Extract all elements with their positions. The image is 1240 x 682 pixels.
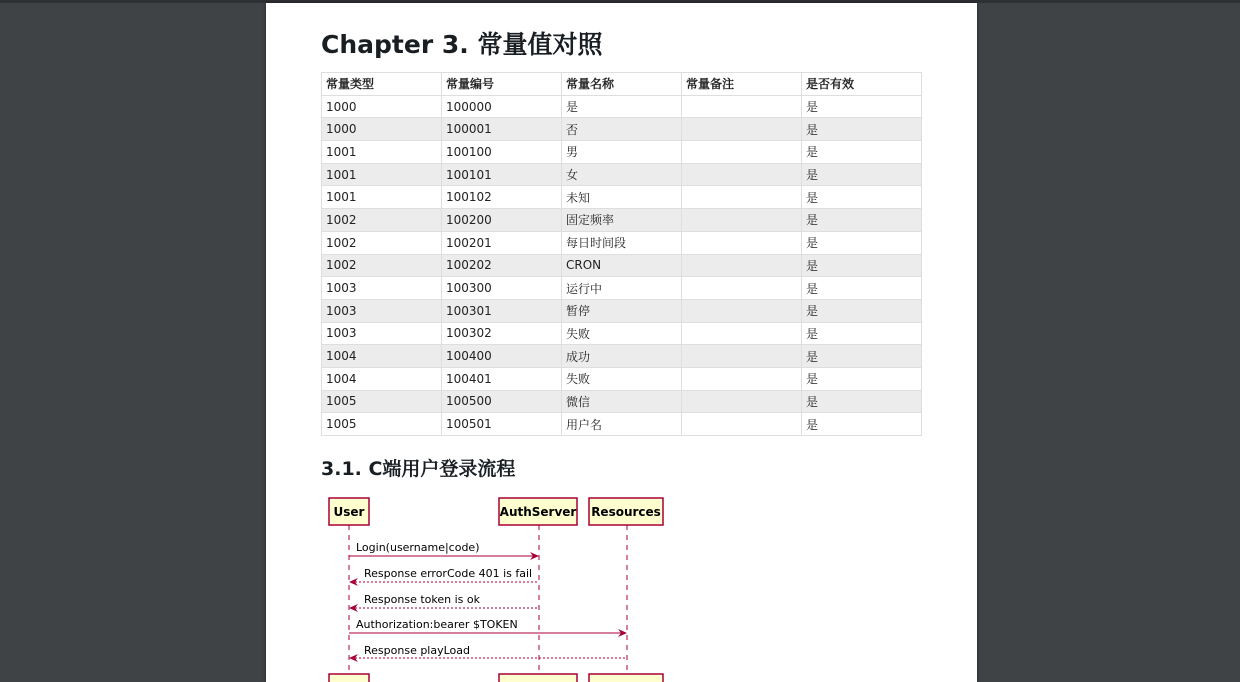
cell-constant-code: 100302 [442,322,562,345]
cell-constant-remark [682,186,802,209]
cell-is-valid: 是 [802,141,922,164]
cell-constant-code: 100102 [442,186,562,209]
message-payload-response [349,644,627,662]
table-row [322,118,922,141]
cell-constant-remark [682,390,802,413]
cell-constant-type: 1005 [322,413,442,436]
cell-constant-code: 100101 [442,163,562,186]
cell-constant-name: 女 [562,163,682,186]
cell-is-valid: 是 [802,277,922,300]
cell-is-valid: 是 [802,390,922,413]
constants-table [321,72,922,436]
cell-is-valid: 是 [802,413,922,436]
cell-constant-name: 每日时间段 [562,231,682,254]
message-login [349,541,539,560]
sequence-diagram [321,488,681,682]
cell-constant-name: 运行中 [562,277,682,300]
cell-constant-remark [682,413,802,436]
cell-constant-remark [682,367,802,390]
cell-constant-name: 是 [562,95,682,118]
cell-constant-type: 1001 [322,186,442,209]
table-row [322,277,922,300]
table-row [322,299,922,322]
cell-constant-code: 100501 [442,413,562,436]
cell-constant-code: 100201 [442,231,562,254]
document-page [266,3,977,682]
cell-is-valid: 是 [802,209,922,232]
message-login-label: Login(username|code) [356,541,480,554]
section-title: 3.1. C端用户登录流程 [321,458,516,480]
cell-constant-name: 用户名 [562,413,682,436]
participant-resources [589,498,663,525]
participant-user [329,498,369,525]
table-row [322,367,922,390]
cell-constant-code: 100401 [442,367,562,390]
participant-user-label: User [333,505,365,519]
cell-constant-code: 100301 [442,299,562,322]
cell-constant-type: 1000 [322,95,442,118]
sequence-diagram-svg [321,488,681,682]
cell-is-valid: 是 [802,367,922,390]
cell-constant-code: 100001 [442,118,562,141]
header-constant-name: 常量名称 [562,73,682,96]
participant-authserver-bottom [499,674,577,682]
cell-constant-remark [682,118,802,141]
message-fail-response-label: Response errorCode 401 is fail [364,567,533,580]
cell-constant-remark [682,141,802,164]
table-row [322,345,922,368]
message-payload-response-label: Response playLoad [364,644,471,657]
cell-constant-type: 1003 [322,322,442,345]
cell-is-valid: 是 [802,95,922,118]
cell-is-valid: 是 [802,322,922,345]
cell-constant-remark [682,277,802,300]
cell-constant-name: 固定频率 [562,209,682,232]
cell-constant-remark [682,209,802,232]
cell-constant-name: 否 [562,118,682,141]
cell-constant-type: 1000 [322,118,442,141]
cell-constant-type: 1001 [322,141,442,164]
message-token-response [349,593,539,612]
cell-constant-code: 100100 [442,141,562,164]
cell-is-valid: 是 [802,231,922,254]
cell-constant-name: 微信 [562,390,682,413]
participant-resources-bottom [589,674,663,682]
cell-constant-type: 1005 [322,390,442,413]
table-row [322,390,922,413]
cell-constant-remark [682,231,802,254]
cell-constant-name: 成功 [562,345,682,368]
participant-authserver [499,498,577,525]
cell-constant-name: 暂停 [562,299,682,322]
table-header-row [322,73,922,96]
cell-constant-code: 100300 [442,277,562,300]
participant-authserver-label: AuthServer [499,505,577,519]
cell-constant-name: 男 [562,141,682,164]
cell-constant-remark [682,322,802,345]
header-constant-code: 常量编号 [442,73,562,96]
table-row [322,95,922,118]
cell-is-valid: 是 [802,118,922,141]
message-token-response-label: Response token is ok [364,593,480,606]
cell-is-valid: 是 [802,299,922,322]
cell-constant-code: 100202 [442,254,562,277]
cell-constant-type: 1004 [322,345,442,368]
cell-constant-type: 1002 [322,254,442,277]
cell-constant-type: 1002 [322,231,442,254]
table-row [322,413,922,436]
cell-constant-code: 100000 [442,95,562,118]
cell-is-valid: 是 [802,186,922,209]
cell-constant-code: 100200 [442,209,562,232]
cell-constant-type: 1001 [322,163,442,186]
cell-constant-code: 100500 [442,390,562,413]
table-row [322,163,922,186]
cell-is-valid: 是 [802,345,922,368]
cell-constant-remark [682,163,802,186]
cell-is-valid: 是 [802,163,922,186]
cell-constant-name: CRON [562,254,682,277]
table-row [322,254,922,277]
cell-constant-name: 未知 [562,186,682,209]
message-fail-response [349,567,539,586]
cell-constant-name: 失败 [562,322,682,345]
chapter-title: Chapter 3. 常量值对照 [321,30,603,59]
participant-resources-label: Resources [591,505,661,519]
message-authorization [349,618,627,637]
message-authorization-label: Authorization:bearer $TOKEN [356,618,518,631]
participant-user-bottom [329,674,369,682]
cell-is-valid: 是 [802,254,922,277]
cell-constant-remark [682,254,802,277]
cell-constant-code: 100400 [442,345,562,368]
table-row [322,141,922,164]
cell-constant-remark [682,299,802,322]
header-is-valid: 是否有效 [802,73,922,96]
header-constant-type: 常量类型 [322,73,442,96]
table-row [322,231,922,254]
cell-constant-type: 1003 [322,299,442,322]
cell-constant-remark [682,95,802,118]
cell-constant-type: 1003 [322,277,442,300]
table-body [322,95,922,435]
table-row [322,209,922,232]
header-constant-remark: 常量备注 [682,73,802,96]
table-row [322,322,922,345]
table-row [322,186,922,209]
cell-constant-type: 1002 [322,209,442,232]
cell-constant-remark [682,345,802,368]
cell-constant-type: 1004 [322,367,442,390]
cell-constant-name: 失败 [562,367,682,390]
